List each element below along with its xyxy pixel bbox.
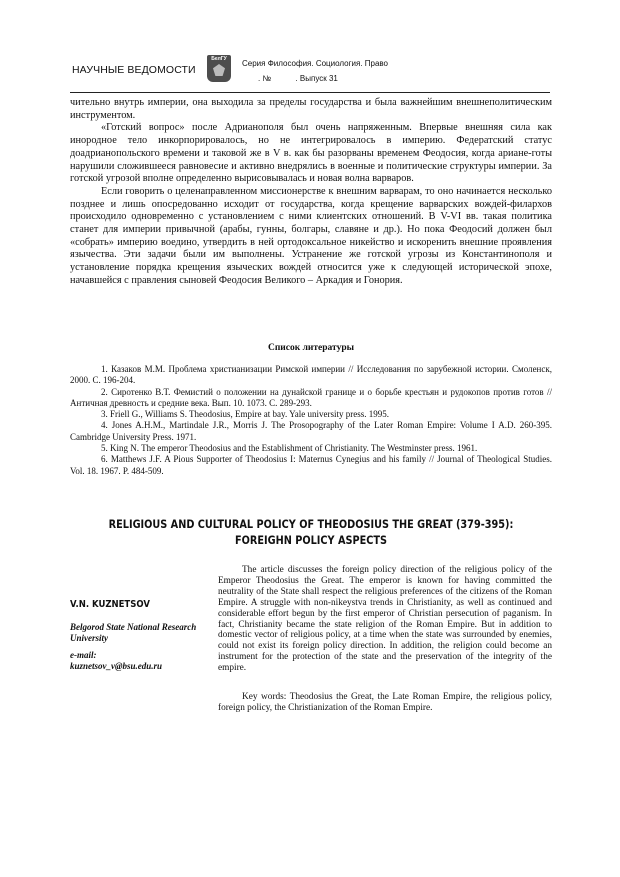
- series-title: Серия Философия. Социология. Право: [242, 59, 389, 68]
- references-heading: Список литературы: [267, 343, 355, 353]
- keywords-text: Key words: Theodosius the Great, the Late Roman Empire, the religious policy, foreign policy, the Christianization of the Roman Empire.: [218, 692, 552, 713]
- header-divider: [70, 92, 550, 93]
- logo-text: БелГУ: [211, 56, 227, 62]
- reference-item-2: 2. Сиротенко В.Т. Фемистий о положении на дунайской границе и о борьбе крестьян и рудокопов против готов // Античная древность и средние века. Вып. 10. 1073. С. 289-293.: [70, 386, 552, 408]
- english-keywords: [218, 692, 552, 714]
- reference-item-4: 4. Jones A.H.M., Martindale J.R., Morris J. The Prosopography of the Later Roman Empire: Volume I A.D. 260-395. Cambridge University Press. 1971.: [70, 420, 552, 442]
- article-body: [70, 97, 552, 288]
- reference-item-5: 5. King N. The emperor Theodosius and the Establishment of Christianity. The Westminster press. 1961.: [101, 443, 478, 454]
- logo-emblem-icon: [213, 64, 225, 76]
- issue-number: . № . Выпуск 31: [258, 74, 338, 83]
- body-paragraph-2: «Готский вопрос» после Адрианополя был очень напряженным. Впервые внешняя сила как инородное тело инкорпорировалось, но не интегрировалось в империю. Федератский статус доадрианопольского времени и таковой же в V в. как бы разорваны временем Феодосия, когда ариане-готы нарушили сложившееся равновесие и активно внедрялись в военные и политические структуры империи. За готской угрозой вполне определенно вырисовывалась и новая волна варваров.: [70, 122, 552, 185]
- english-article-title: [104, 517, 519, 549]
- english-title-line-2: FOREIGHN POLICY ASPECTS: [234, 534, 388, 547]
- author-email: e-mail: kuznetsov_v@bsu.edu.ru: [70, 650, 163, 671]
- english-title-line-1: RELIGIOUS AND CULTURAL POLICY OF THEODOSIUS THE GREAT (379-395):: [108, 518, 514, 531]
- references-list: [70, 364, 552, 477]
- author-affiliation: Belgorod State National Research University: [70, 622, 197, 643]
- university-logo-icon: [207, 55, 231, 82]
- journal-name: НАУЧНЫЕ ВЕДОМОСТИ: [72, 64, 196, 76]
- author-name: V.N. KUZNETSOV: [70, 599, 150, 610]
- reference-item-6: 6. Matthews J.F. A Pious Supporter of Theodosius I: Maternus Cynegius and his family // Journal of Theological Studies. Vol. 18. 1967. P. 484-509.: [70, 454, 552, 476]
- english-abstract: [218, 565, 552, 674]
- reference-item-3: 3. Friell G., Williams S. Theodosius, Empire at bay. Yale university press. 1995.: [101, 409, 389, 420]
- body-paragraph-3: Если говорить о целенаправленном миссионерстве к внешним варварам, то оно начинается несколько позднее и лишь опосредованно исходит от государства, когда крещение варварских вождей-филархов происходило одновременно с установлением с ними клиентских отношений. В V-VI вв. такая политика станет для империи привычной (арабы, гунны, болгары, славяне и др.). Но пока Феодосий должен был «собрать» империю воедино, утвердить в ней ортодоксальное никейство и искоренить внешние проявления язычества. Эти задачи были им выполнены. Устранение же готской угрозы из Константинополя и установление порядка крещения языческих вождей относится уже к следующей исторической эпохе, начавшейся с правления сыновей Феодосия Великого – Аркадия и Гонория.: [70, 185, 552, 286]
- abstract-text: The article discusses the foreign policy direction of the religious policy of the Emperor Theodosius the Great. The emperor is known for having committed the neutrality of the State shall respect the religious preferences of the citizens of the Roman Empire. A struggle with non-nikeystva trends in Christianity, as well as continued and considerable effort begun by the first emperor of Christian persecution of paganism. In fact, Christianity became the state religion of the Roman Empire. But in addition to domestic vector of religious policy, at a time when the state was surrounded by enemies, could not exist its foreign policy direction. In addition, the religion could become an instrument for the protection of the state and the preservation of the integrity of the empire.: [218, 565, 552, 674]
- reference-item-1: 1. Казаков М.М. Проблема христианизации Римской империи // Исследования по зарубежной истории. Смоленск, 2000. С. 196-204.: [70, 364, 552, 386]
- body-paragraph-1: чительно внутрь империи, она выходила за пределы государства и была важнейшим внешнеполитическим инструментом.: [70, 97, 552, 121]
